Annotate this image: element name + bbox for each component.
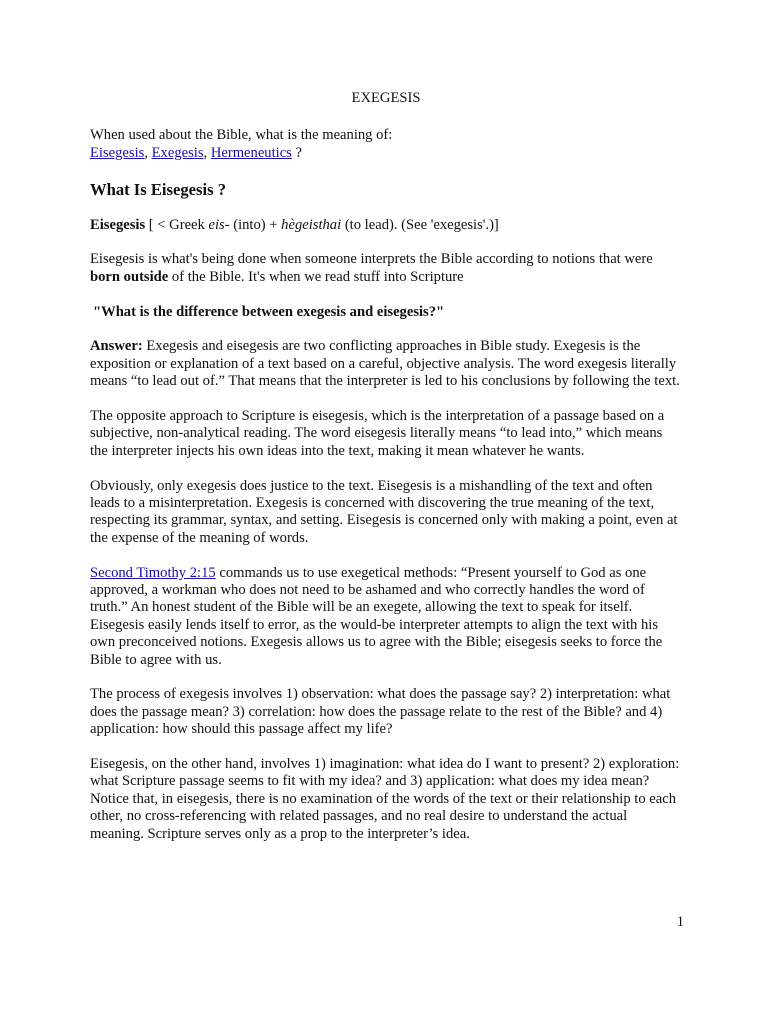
intro-separator: ,: [144, 144, 152, 161]
definition-greek-word: hègeisthai: [281, 216, 342, 233]
hermeneutics-link[interactable]: Hermeneutics: [210, 144, 292, 161]
born-outside-emphasis: born outside: [90, 268, 169, 285]
paragraph-text: of the Bible. It's when we read stuff into Scripture: [168, 268, 464, 285]
answer-paragraph: [90, 338, 682, 390]
question-heading: "What is the difference between exegesis and eisegesis?": [93, 303, 445, 320]
page-number: 1: [676, 914, 684, 930]
second-timothy-link[interactable]: Second Timothy 2:15: [90, 564, 216, 581]
document-title: EXEGESIS: [351, 90, 421, 106]
intro-paragraph: [90, 127, 682, 162]
intro-tail: ?: [291, 144, 302, 161]
answer-text: Exegesis and eisegesis are two conflicting approaches in Bible study. Exegesis is the exposition or explanation of a text based on a careful, objective analysis. The word exegesis literally means “to lead out of.” That means that the interpreter is led to his conclusions by following the text.: [90, 338, 680, 390]
intro-text: When used about the Bible, what is the meaning of:: [90, 127, 393, 144]
definition-text: (into) +: [229, 216, 282, 233]
intro-separator: ,: [203, 144, 211, 161]
exegesis-process-paragraph: The process of exegesis involves 1) observation: what does the passage say? 2) interpretation: what does the passage mean? 3) correlation: how does the passage relate to the rest of the Bible? and 4) application: how should this passage affect my life?: [90, 686, 671, 738]
born-outside-paragraph: [90, 251, 682, 286]
obviously-paragraph: Obviously, only exegesis does justice to the text. Eisegesis is a mishandling of the text and often leads to a misinterpretation. Exegesis is concerned with discovering the true meaning of the text, respecting its grammar, syntax, and setting. Eisegesis is concerned only with making a point, even at the expense of the meaning of words.: [90, 477, 678, 546]
eisegesis-link[interactable]: Eisegesis: [90, 144, 145, 161]
paragraph-text: Eisegesis is what's being done when someone interprets the Bible according to notions that were: [90, 251, 653, 268]
exegesis-link[interactable]: Exegesis: [151, 144, 204, 161]
opposite-approach-paragraph: The opposite approach to Scripture is eisegesis, which is the interpretation of a passage based on a subjective, non-analytical reading. The word eisegesis literally means “to lead into,” which means the interpreter injects his own ideas into the text, making it mean whatever he wants.: [90, 408, 665, 459]
section-heading: What Is Eisegesis ?: [90, 179, 226, 199]
definition-term: Eisegesis: [90, 216, 146, 233]
definition-text: [ < Greek: [145, 216, 209, 233]
definition-paragraph: [90, 217, 682, 234]
definition-greek-prefix: eis-: [208, 216, 230, 233]
answer-label: Answer:: [90, 338, 143, 355]
document-body: [90, 90, 682, 861]
timothy-text: commands us to use exegetical methods: “Present yourself to God as one approved, a workman who does not need to be ashamed and who correctly handles the word of truth.” An honest student of the Bible will be an exegete, allowing the text to speak for itself. Eisegesis easily lends itself to error, as the would-be interpreter attempts to align the text with his own preconceived notions. Exegesis allows us to agree with the Bible; eisegesis seeks to force the Bible to agree with us.: [90, 564, 663, 668]
eisegesis-process-paragraph: Eisegesis, on the other hand, involves 1) imagination: what idea do I want to present? 2) exploration: what Scripture passage seems to fit with my idea? and 3) application: what does my idea mean? Notice that, in eisegesis, there is no examination of the words of the text or their relationship to each other, no cross-referencing with related passages, and no real desire to understand the actual meaning. Scripture serves only as a prop to the interpreter’s idea.: [90, 756, 680, 842]
timothy-paragraph: [90, 565, 682, 669]
definition-text: (to lead). (See 'exegesis'.)]: [341, 216, 499, 233]
